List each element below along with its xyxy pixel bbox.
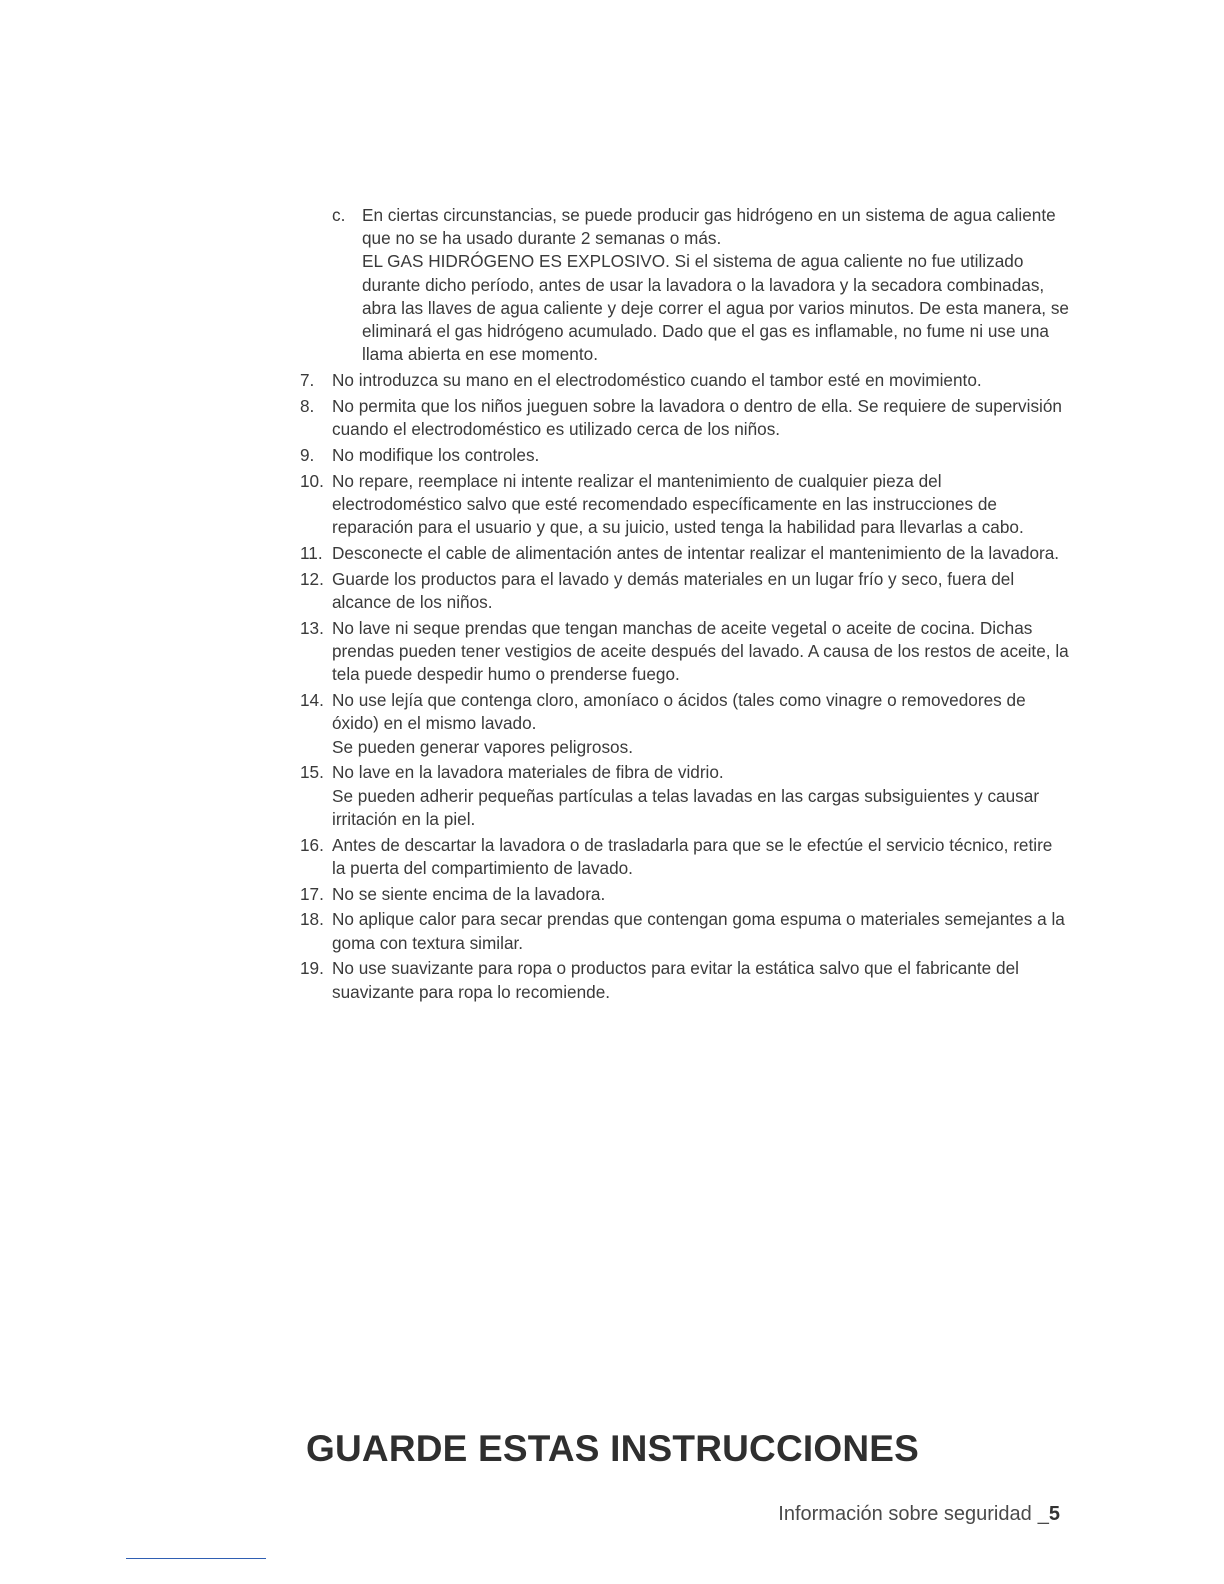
item-note: Se pueden adherir pequeñas partículas a telas lavadas en las cargas subsiguientes y causar irritación en la piel.	[332, 785, 1040, 829]
footer-section-title: Información sobre seguridad	[778, 1503, 1032, 1525]
list-item	[300, 542, 1070, 565]
item-number: 9.	[300, 445, 315, 466]
list-item	[300, 908, 1070, 954]
safety-instructions-list	[300, 204, 1070, 1006]
item-number: 15.	[300, 762, 324, 783]
item-text: No lave en la lavadora materiales de fibra de vidrio.	[332, 762, 724, 783]
item-note: Se pueden generar vapores peligrosos.	[332, 736, 633, 757]
item-number: 18.	[300, 909, 324, 930]
list-item	[300, 444, 1070, 467]
sub-item-paragraph: EL GAS HIDRÓGENO ES EXPLOSIVO. Si el sistema de agua caliente no fue utilizado durante dicho período, antes de usar la lavadora o la lavadora y la secadora combinadas, abra las llaves de agua caliente y deje correr el agua por varios minutos. De esta manera, se eliminará el gas hidrógeno acumulado. Dado que el gas es inflamable, no fume ni use una llama abierta en ese momento.	[362, 251, 1069, 365]
sub-item-marker: c.	[332, 205, 346, 225]
item-number: 17.	[300, 883, 324, 904]
item-text: No use lejía que contenga cloro, amoníaco o ácidos (tales como vinagre o removedores de óxido) en el mismo lavado.	[332, 690, 1026, 734]
item-text: No aplique calor para secar prendas que contengan goma espuma o materiales semejantes a la goma con textura similar.	[332, 909, 1065, 953]
footer-separator: _	[1037, 1503, 1049, 1525]
item-number: 10.	[300, 471, 324, 492]
page-number: 5	[1048, 1503, 1060, 1525]
bottom-rule	[126, 1558, 266, 1559]
item-number: 7.	[300, 370, 315, 391]
item-text: Desconecte el cable de alimentación antes de intentar realizar el mantenimiento de la lavadora.	[332, 543, 1060, 564]
item-text: Antes de descartar la lavadora o de trasladarla para que se le efectúe el servicio técnico, retire la puerta del compartimiento de lavado.	[332, 834, 1053, 878]
item-text: No modifique los controles.	[332, 445, 540, 466]
item-text: No introduzca su mano en el electrodoméstico cuando el tambor esté en movimiento.	[332, 370, 982, 391]
item-text: Guarde los productos para el lavado y demás materiales en un lugar frío y seco, fuera del alcance de los niños.	[332, 569, 1015, 613]
sub-item-c	[300, 204, 1070, 366]
item-number: 19.	[300, 958, 324, 979]
list-item	[300, 689, 1070, 759]
list-item	[300, 957, 1070, 1003]
item-number: 14.	[300, 690, 324, 711]
item-text: No repare, reemplace ni intente realizar el mantenimiento de cualquier pieza del electrodoméstico salvo que esté recomendado específicamente en las instrucciones de reparación para el usuario y que, a su juicio, usted tenga la habilidad para llevarlas a cabo.	[332, 471, 1024, 538]
item-number: 11.	[300, 543, 323, 564]
list-item	[300, 395, 1070, 441]
page-footer	[778, 1503, 1060, 1526]
item-text: No se siente encima de la lavadora.	[332, 883, 606, 904]
list-item	[300, 470, 1070, 540]
list-item	[300, 834, 1070, 880]
item-number: 12.	[300, 569, 324, 590]
item-text: No use suavizante para ropa o productos para evitar la estática salvo que el fabricante del suavizante para ropa lo recomiende.	[332, 958, 1019, 1002]
item-number: 16.	[300, 834, 324, 855]
list-item	[300, 568, 1070, 614]
item-text: No lave ni seque prendas que tengan manchas de aceite vegetal o aceite de cocina. Dichas prendas pueden tener vestigios de aceite después del lavado. A causa de los restos de aceite, la tela puede despedir humo o prenderse fuego.	[332, 618, 1069, 685]
list-item	[300, 617, 1070, 687]
item-number: 8.	[300, 396, 315, 417]
list-item	[300, 761, 1070, 831]
sub-item-paragraph: En ciertas circunstancias, se puede producir gas hidrógeno en un sistema de agua caliente que no se ha usado durante 2 semanas o más.	[362, 205, 1056, 249]
item-text: No permita que los niños jueguen sobre la lavadora o dentro de ella. Se requiere de supervisión cuando el electrodoméstico es utilizado cerca de los niños.	[332, 396, 1062, 440]
list-item	[300, 369, 1070, 392]
list-item	[300, 883, 1070, 906]
save-instructions-heading: GUARDE ESTAS INSTRUCCIONES	[306, 1428, 920, 1469]
item-number: 13.	[300, 618, 324, 639]
